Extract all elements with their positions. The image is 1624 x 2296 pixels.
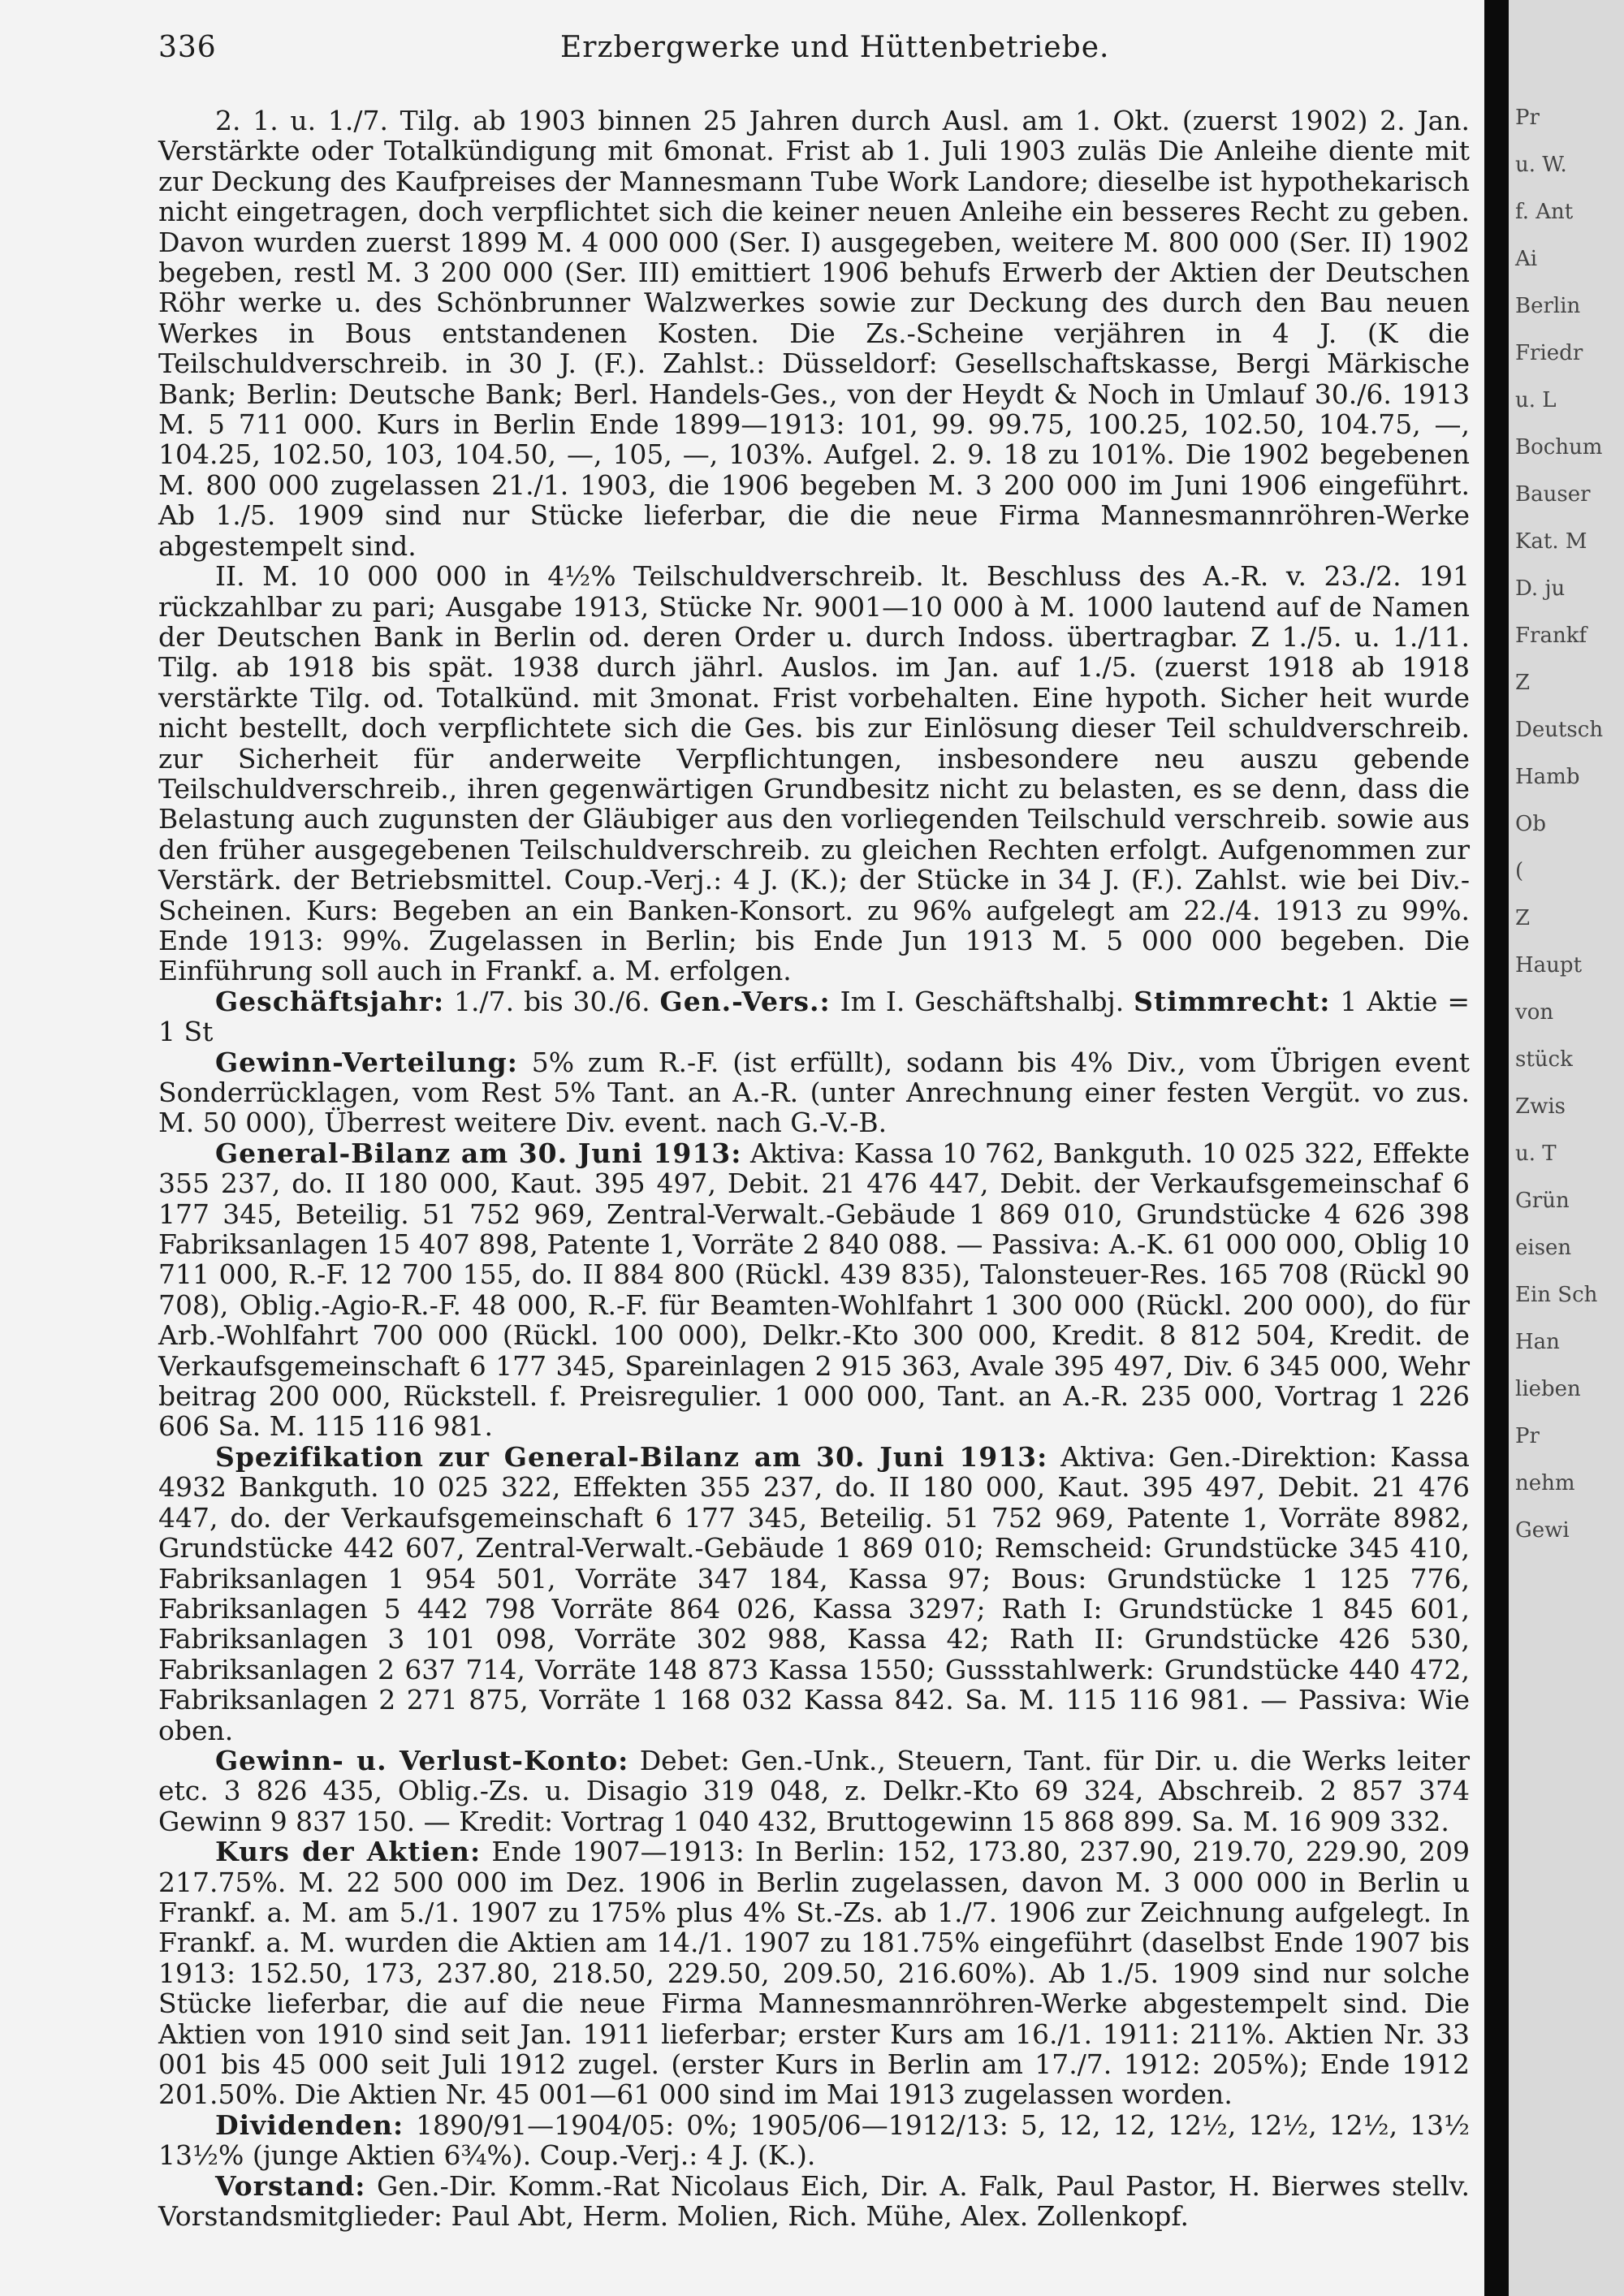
neighbor-page-fragment: Ob [1515,812,1546,836]
body-text [158,106,1470,2231]
neighbor-page-fragment: von [1515,1000,1554,1025]
section-heading: Geschäftsjahr: [215,985,445,1017]
neighbor-page-fragment: Grün [1515,1189,1570,1213]
neighbor-page-fragment: nehm [1515,1471,1575,1495]
paragraph-balance-specification: Spezifikation zur General-Bilanz am 30. Juni 1913: Aktiva: Gen.-Direktion: Kassa 4932 Bankguth. 10 025 322, Effekten 355 237, do. II 180 000, Kaut. 395 497, Debit. 21 476 447, do. der Verkaufsgemeinschaft 6 177 345, Beteilig. 51 752 969, Patente 1, Vorräte 8982, Grundstücke 442 607, Zentral-Verwalt.-Gebäude 1 869 010; Remscheid: Grundstücke 345 410, Fabriksanlagen 1 954 501, Vorräte 347 184, Kassa 97; Bous: Grundstücke 1 125 776, Fabriksanlagen 5 442 798 Vorräte 864 026, Kassa 3297; Rath I: Grundstücke 1 845 601, Fabriksanlagen 3 101 098, Vorräte 302 988, Kassa 42; Rath II: Grundstücke 426 530, Fabriksanlagen 2 637 714, Vorräte 148 873 Kassa 1550; Gussstahlwerk: Grundstücke 440 472, Fabriksanlagen 2 271 875, Vorräte 1 168 032 Kassa 842. Sa. M. 115 116 981. — Passiva: Wie oben. [158,1440,1470,1746]
neighbor-page-fragment: Zwis [1515,1094,1566,1119]
neighbor-page-edge [1509,0,1624,2296]
paragraph-profit-loss: Gewinn- u. Verlust-Konto: Debet: Gen.-Unk., Steuern, Tant. für Dir. u. die Werks leiter etc. 3 826 435, Oblig.-Zs. u. Disagio 319 048, z. Delkr.-Kto 69 324, Abschreib. 2 857 374 Gewinn 9 837 150. — Kredit: Vortrag 1 040 432, Bruttogewinn 15 868 899. Sa. M. 16 909 332. [158,1744,1470,1837]
neighbor-page-fragment: u. W. [1515,153,1567,177]
section-heading: General-Bilanz am 30. Juni 1913: [215,1137,742,1169]
neighbor-page-fragment: ( [1515,859,1524,883]
neighbor-page-fragment: stück [1515,1047,1573,1072]
neighbor-page-fragment: Haupt [1515,953,1583,978]
neighbor-page-fragment: Hamb [1515,765,1580,789]
section-heading: Vorstand: [215,2169,366,2202]
paragraph-share-prices: Kurs der Aktien: Ende 1907—1913: In Berlin: 152, 173.80, 237.90, 219.70, 229.90, 209 217.75%. M. 22 500 000 im Dez. 1906 in Berlin zugelassen, davon M. 3 000 000 in Berlin u Frankf. a. M. am 5./1. 1907 zu 175% plus 4% St.-Zs. ab 1./7. 1906 zur Zeichnung aufgelegt. In Frankf. a. M. wurden die Aktien am 14./1. 1907 zu 181.75% eingeführt (daselbst Ende 1907 bis 1913: 152.50, 173, 237.80, 218.50, 229.50, 209.50, 216.60%). Ab 1./5. 1909 sind nur solche Stücke lieferbar, die auf die neue Firma Mannesmannröhren-Werke abgestempelt sind. Die Aktien von 1910 sind seit Jan. 1911 lieferbar; erster Kurs am 16./1. 1911: 211%. Aktien Nr. 33 001 bis 45 000 seit Juli 1912 zugel. (erster Kurs in Berlin am 17./7. 1912: 205%); Ende 1912 201.50%. Die Aktien Nr. 45 001—61 000 sind im Mai 1913 zugelassen worden. [158,1836,1470,2111]
neighbor-page-fragment: u. L [1515,388,1557,412]
neighbor-page-fragment: D. ju [1515,576,1566,601]
paragraph-bond-issue-1: 2. 1. u. 1./7. Tilg. ab 1903 binnen 25 Jahren durch Ausl. am 1. Okt. (zuerst 1902) 2. Jan. Verstärkte oder Totalkündigung mit 6monat. Frist ab 1. Juli 1903 zuläs Die Anleihe diente mit zur Deckung des Kaufpreises der Mannesmann Tube Work Landore; dieselbe ist hypothekarisch nicht eingetragen, doch verpflichtet sich die keiner neuen Anleihe ein besseres Recht zu geben. Davon wurden zuerst 1899 M. 4 000 000 (Ser. I) ausgegeben, weitere M. 800 000 (Ser. II) 1902 begeben, restl M. 3 200 000 (Ser. III) emittiert 1906 behufs Erwerb der Aktien der Deutschen Röhr werke u. des Schönbrunner Walzwerkes sowie zur Deckung des durch den Bau neuen Werkes in Bous entstandenen Kosten. Die Zs.-Scheine verjähren in 4 J. (K die Teilschuldverschreib. in 30 J. (F.). Zahlst.: Düsseldorf: Gesellschaftskasse, Bergi Märkische Bank; Berlin: Deutsche Bank; Berl. Handels-Ges., von der Heydt & Noch in Umlauf 30./6. 1913 M. 5 711 000. Kurs in Berlin Ende 1899—1913: 101, 99. 99.75, 100.25, 102.50, 104.75, —, 104.25, 102.50, 103, 104.50, —, 105, —, 103%. Aufgel. 2. 9. 18 zu 101%. Die 1902 begebenen M. 800 000 zugelassen 21./1. 1903, die 1906 begeben M. 3 200 000 im Juni 1906 eingeführt. Ab 1./5. 1909 sind nur Stücke lieferbar, die die neue Firma Mannesmannröhren-Werke abgestempelt sind. [158,105,1470,562]
paragraph-profit-distribution: Gewinn-Verteilung: 5% zum R.-F. (ist erfüllt), sodann bis 4% Div., vom Übrigen event Sonderrücklagen, vom Rest 5% Tant. an A.-R. (unter Anrechnung einer festen Vergüt. vo zus. M. 50 000), Überrest weitere Div. event. nach G.-V.-B. [158,1046,1470,1139]
section-heading: Gewinn-Verteilung: [215,1046,518,1078]
neighbor-page-fragment: Kat. M [1515,529,1587,554]
paragraph-dividends: Dividenden: 1890/91—1904/05: 0%; 1905/06—1912/13: 5, 12, 12, 12½, 12½, 12½, 13½ 13½% (junge Aktien 6¾%). Coup.-Verj.: 4 J. (K.). [158,2108,1470,2172]
neighbor-page-fragment: Pr [1515,106,1540,130]
neighbor-page-fragment: Gewi [1515,1518,1570,1543]
section-heading: Dividenden: [215,2108,404,2141]
paragraph-balance-sheet: General-Bilanz am 30. Juni 1913: Aktiva: Kassa 10 762, Bankguth. 10 025 322, Effekte 355 237, do. II 180 000, Kaut. 395 497, Debit. 21 476 447, Debit. der Verkaufsgemeinschaf 6 177 345, Beteilig. 51 752 969, Zentral-Verwalt.-Gebäude 1 869 010, Grundstücke 4 626 398 Fabriksanlagen 15 407 898, Patente 1, Vorräte 2 840 088. — Passiva: A.-K. 61 000 000, Oblig 10 711 000, R.-F. 12 700 155, do. II 884 800 (Rückl. 439 835), Talonsteuer-Res. 165 708 (Rückl 90 708), Oblig.-Agio-R.-F. 48 000, R.-F. für Beamten-Wohlfahrt 1 300 000 (Rückl. 200 000), do für Arb.-Wohlfahrt 700 000 (Rückl. 100 000), Delkr.-Kto 300 000, Kredit. 8 812 504, Kredit. de Verkaufsgemeinschaft 6 177 345, Spareinlagen 2 915 363, Avale 395 497, Div. 6 345 000, Wehr beitrag 200 000, Rückstell. f. Preisregulier. 1 000 000, Tant. an A.-R. 235 000, Vortrag 1 226 606 Sa. M. 115 116 981. [158,1137,1470,1443]
neighbor-page-fragment: Friedr [1515,341,1583,365]
section-heading: Gewinn- u. Verlust-Konto: [215,1744,629,1776]
section-heading: Kurs der Aktien: [215,1836,482,1868]
neighbor-page-fragment: Ein Sch [1515,1283,1598,1307]
neighbor-page-fragment: Pr [1515,1424,1540,1448]
page-header [158,31,1474,71]
neighbor-page-fragment: Z [1515,671,1531,695]
neighbor-page-fragment: f. Ant [1515,200,1574,224]
neighbor-page-fragment: Han [1515,1330,1560,1354]
section-heading: Gen.-Vers.: [659,985,831,1017]
section-heading: Stimmrecht: [1134,985,1331,1017]
neighbor-page-fragment: Ai [1515,247,1538,271]
neighbor-page-fragment: Frankf [1515,624,1587,648]
neighbor-page-fragment: lieben [1515,1377,1581,1401]
page-number: 336 [158,31,217,64]
section-heading: Spezifikation zur General-Bilanz am 30. Juni 1913: [215,1440,1048,1473]
neighbor-page-fragment: Bochum [1515,435,1603,460]
neighbor-page-fragment: Bauser [1515,482,1591,507]
neighbor-page-fragment: Deutsch [1515,718,1604,742]
neighbor-page-fragment: u. T [1515,1142,1557,1166]
paragraph-board: Vorstand: Gen.-Dir. Komm.-Rat Nicolaus Eich, Dir. A. Falk, Paul Pastor, H. Bierwes stellv. Vorstandsmitglieder: Paul Abt, Herm. Molien, Rich. Mühe, Alex. Zollenkopf. [158,2169,1470,2233]
paragraph-fiscal-year: Geschäftsjahr: 1./7. bis 30./6. Gen.-Vers.: Im I. Geschäftshalbj. Stimmrecht: 1 Aktie = 1 St [158,985,1470,1048]
neighbor-page-fragment: Z [1515,906,1531,930]
paragraph-bond-issue-2: II. M. 10 000 000 in 4½% Teilschuldverschreib. lt. Beschluss des A.-R. v. 23./2. 191 rückzahlbar zu pari; Ausgabe 1913, Stücke Nr. 9001—10 000 à M. 1000 lautend auf de Namen der Deutschen Bank in Berlin od. deren Order u. durch Indoss. übertragbar. Z 1./5. u. 1./11. Tilg. ab 1918 bis spät. 1938 durch jährl. Auslos. im Jan. auf 1./5. (zuerst 1918 ab 1918 verstärkte Tilg. od. Totalkünd. mit 3monat. Frist vorbehalten. Eine hypoth. Sicher heit wurde nicht bestellt, doch verpflichtete sich die Ges. bis zur Einlösung dieser Teil schuldverschreib. zur Sicherheit für anderweite Verpflichtungen, insbesondere neu auszu gebende Teilschuldverschreib., ihren gegenwärtigen Grundbesitz nicht zu belasten, es se denn, dass die Belastung auch zugunsten der Gläubiger aus den vorliegenden Teilschuld verschreib. sowie aus den früher ausgegebenen Teilschuldverschreib. zu gleichen Rechten erfolgt. Aufgenommen zur Verstärk. der Betriebsmittel. Coup.-Verj.: 4 J. (K.); der Stücke in 34 J. (F.). Zahlst. wie bei Div.-Scheinen. Kurs: Begeben an ein Banken-Konsort. zu 96% aufgelegt am 22./4. 1913 zu 99%. Ende 1913: 99%. Zugelassen in Berlin; bis Ende Jun 1913 M. 5 000 000 begeben. Die Einführung soll auch in Frankf. a. M. erfolgen. [158,560,1470,987]
neighbor-page-fragment: Berlin [1515,294,1581,318]
page-gutter [1484,0,1509,2296]
running-title: Erzbergwerke und Hüttenbetriebe. [560,31,1110,64]
neighbor-page-fragment: eisen [1515,1236,1572,1260]
